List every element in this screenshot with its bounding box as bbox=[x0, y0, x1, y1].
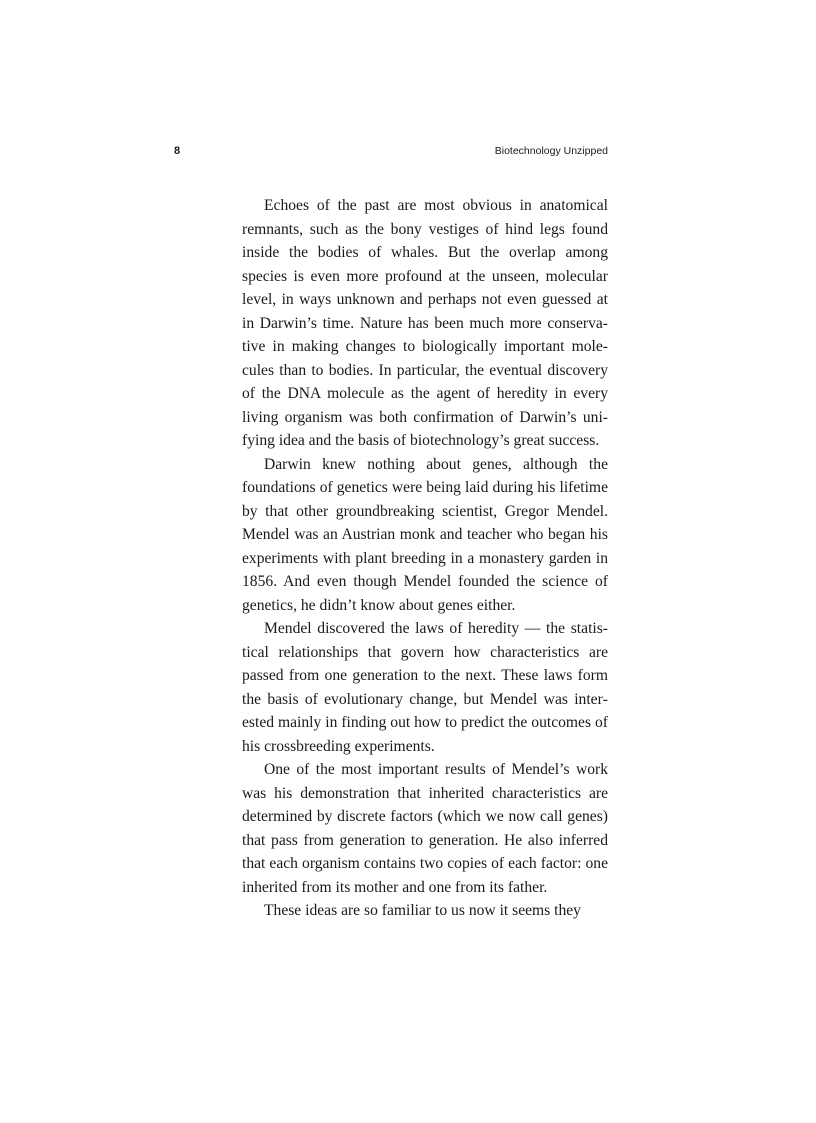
paragraph: Darwin knew nothing about genes, although the foundations of genetics were being laid during his lifetime by that other groundbreaking scientist, Gregor Mendel. Mendel was an Austrian monk and teacher who began his experiments with plant breeding in a monastery garden in 1856. And even though Mendel founded the science of genetics, he didn’t know about genes either. bbox=[242, 455, 608, 614]
paragraph: One of the most important results of Mendel’s work was his demonstration that inherited characteristics are determined by discrete factors (which we now call genes) that pass from generation to generation. He also inferred that each organism contains two copies of each factor: one inherited from its mother and one from its father. bbox=[242, 761, 608, 896]
paragraph: Mendel discovered the laws of heredity — the statistical relationships that govern how characteristics are passed from one generation to the next. These laws form the basis of evolutionary change, but Mendel was interested mainly in finding out how to predict the outcomes of his crossbreeding experiments. bbox=[242, 620, 608, 755]
paragraph: These ideas are so familiar to us now it seems they bbox=[264, 902, 581, 919]
body-text bbox=[242, 194, 608, 923]
page-number: 8 bbox=[174, 145, 181, 157]
running-title: Biotechnology Unzipped bbox=[494, 145, 608, 157]
running-header bbox=[0, 145, 816, 161]
paragraph: Echoes of the past are most obvious in anatomical remnants, such as the bony vestiges of hind legs found inside the bodies of whales. But the overlap among species is even more profound at the unseen, molecular level, in ways unknown and perhaps not even guessed at in Darwin’s time. Nature has been much more conservative in making changes to biologically important molecules than to bodies. In particular, the eventual discovery of the DNA molecule as the agent of heredity in every living organism was both confirmation of Darwin’s unifying idea and the basis of biotechnology’s great success. bbox=[242, 197, 608, 449]
